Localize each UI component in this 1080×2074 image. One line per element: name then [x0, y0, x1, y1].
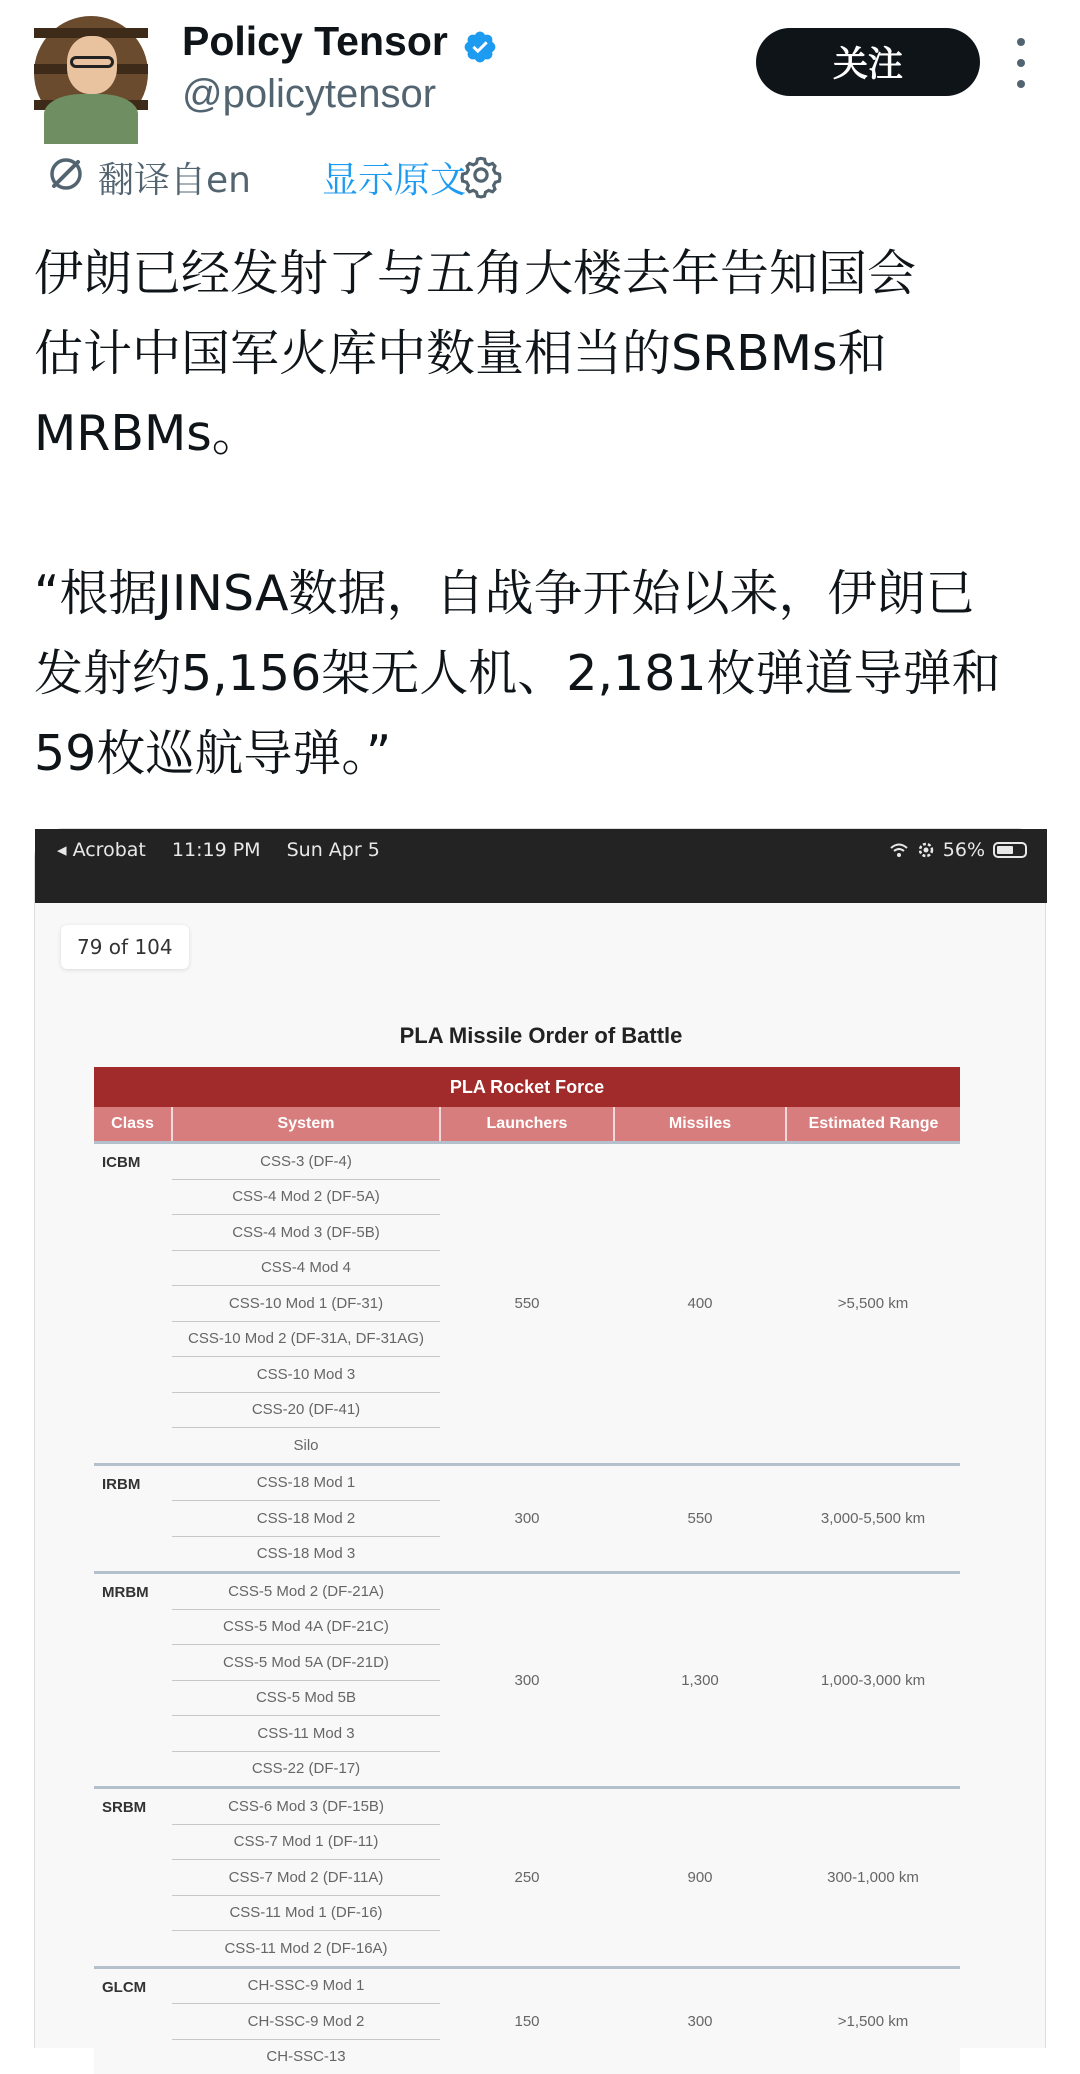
table-banner: PLA Rocket Force	[94, 1067, 960, 1107]
system-cell: CSS-20 (DF-41)	[172, 1392, 440, 1428]
class-cell: SRBM	[94, 1788, 172, 1968]
tweet-line: 伊朗已经发射了与五角大楼去年告知国会	[34, 245, 917, 302]
column-header: Class	[94, 1107, 172, 1143]
translated-from-label: 翻译自en	[98, 160, 251, 201]
system-cell: CH-SSC-9 Mod 2	[172, 2004, 440, 2040]
column-header: System	[172, 1107, 440, 1143]
system-cell: CSS-4 Mod 4	[172, 1250, 440, 1286]
system-cell: CSS-7 Mod 2 (DF-11A)	[172, 1860, 440, 1896]
back-to-app-link: ◂ Acrobat	[57, 839, 146, 861]
column-header: Missiles	[614, 1107, 786, 1143]
battery-icon	[993, 842, 1027, 858]
system-cell: CSS-3 (DF-4)	[172, 1143, 440, 1180]
missile-order-table	[94, 1067, 960, 2074]
status-date: Sun Apr 5	[286, 839, 380, 861]
missiles-cell: 300	[614, 1967, 786, 2074]
system-cell: CSS-18 Mod 3	[256, 1545, 356, 1563]
avatar[interactable]	[34, 16, 148, 130]
translation-bar	[46, 148, 746, 204]
launchers-cell: 300	[440, 1573, 614, 1788]
class-cell: IRBM	[94, 1464, 172, 1573]
system-cell: CSS-11 Mod 1 (DF-16)	[172, 1895, 440, 1931]
tweet-line: “根据JINSA数据，自战争开始以来，伊朗已	[34, 565, 975, 622]
page-indicator: 79 of 104	[61, 925, 189, 969]
missiles-cell: 900	[614, 1788, 786, 1968]
document-title: PLA Missile Order of Battle	[399, 1023, 683, 1048]
missiles-cell: 550	[614, 1464, 786, 1573]
missiles-cell: 1,300	[614, 1573, 786, 1788]
table-row	[94, 1788, 960, 1825]
system-cell: CH-SSC-13	[266, 2048, 346, 2066]
system-cell: CSS-18 Mod 2	[172, 1501, 440, 1537]
table-row	[94, 1464, 960, 1501]
system-cell: Silo	[293, 1436, 319, 1454]
system-cell: CSS-18 Mod 1	[172, 1464, 440, 1501]
system-cell: CSS-10 Mod 3	[172, 1357, 440, 1393]
orientation-lock-icon	[917, 841, 935, 859]
status-time: 11:19 PM	[171, 839, 261, 861]
system-cell: CSS-4 Mod 3 (DF-5B)	[172, 1215, 440, 1251]
tweet-header	[0, 0, 1080, 140]
system-cell: CH-SSC-9 Mod 1	[172, 1967, 440, 2004]
system-cell: CSS-11 Mod 3	[172, 1716, 440, 1752]
tweet-text	[34, 234, 1044, 794]
system-cell: CSS-10 Mod 2 (DF-31A, DF-31AG)	[172, 1321, 440, 1357]
class-cell: MRBM	[94, 1573, 172, 1788]
system-cell: CSS-7 Mod 1 (DF-11)	[172, 1824, 440, 1860]
system-cell: CSS-5 Mod 2 (DF-21A)	[172, 1573, 440, 1610]
range-cell: 300-1,000 km	[786, 1788, 960, 1968]
show-original-link[interactable]: 显示原文	[322, 160, 467, 201]
launchers-cell: 300	[440, 1464, 614, 1573]
gear-icon[interactable]	[460, 154, 502, 196]
system-cell: CSS-10 Mod 1 (DF-31)	[172, 1286, 440, 1322]
class-cell: ICBM	[94, 1143, 172, 1465]
translate-icon	[46, 154, 86, 194]
missiles-cell: 400	[614, 1143, 786, 1465]
range-cell: 1,000-3,000 km	[786, 1573, 960, 1788]
range-cell: >1,500 km	[786, 1967, 960, 2074]
table-row	[94, 1967, 960, 2004]
launchers-cell: 550	[440, 1143, 614, 1465]
follow-button[interactable]: 关注	[756, 28, 980, 96]
system-cell: CSS-5 Mod 4A (DF-21C)	[172, 1609, 440, 1645]
attached-image[interactable]	[34, 828, 1046, 2066]
wifi-icon	[889, 842, 909, 858]
table-row	[94, 1573, 960, 1610]
system-cell: CSS-6 Mod 3 (DF-15B)	[172, 1788, 440, 1825]
system-cell: CSS-22 (DF-17)	[251, 1760, 361, 1778]
system-cell: CSS-11 Mod 2 (DF-16A)	[224, 1939, 388, 1957]
range-cell: 3,000-5,500 km	[786, 1464, 960, 1573]
tweet-line: 发射约5,156架无人机、2,181枚弹道导弹和	[34, 645, 1001, 702]
system-cell: CSS-4 Mod 2 (DF-5A)	[172, 1179, 440, 1215]
launchers-cell: 250	[440, 1788, 614, 1968]
system-cell: CSS-5 Mod 5B	[172, 1680, 440, 1716]
author-name[interactable]: Policy Tensor	[182, 18, 448, 64]
author-handle[interactable]: @policytensor	[182, 72, 437, 116]
more-options-icon[interactable]	[1012, 38, 1030, 88]
tweet-line: 59枚巡航导弹。”	[34, 725, 392, 782]
tweet-line: MRBMs。	[34, 405, 261, 462]
range-cell: >5,500 km	[786, 1143, 960, 1465]
table-row	[94, 1143, 960, 1180]
class-cell: GLCM	[94, 1967, 172, 2074]
battery-percent: 56%	[942, 839, 985, 861]
launchers-cell: 150	[440, 1967, 614, 2074]
column-header: Estimated Range	[786, 1107, 960, 1143]
verified-badge-icon	[462, 29, 498, 65]
column-header: Launchers	[440, 1107, 614, 1143]
tweet-line: 估计中国军火库中数量相当的SRBMs和	[34, 325, 887, 382]
system-cell: CSS-5 Mod 5A (DF-21D)	[172, 1645, 440, 1681]
ios-status-bar	[35, 829, 1047, 903]
